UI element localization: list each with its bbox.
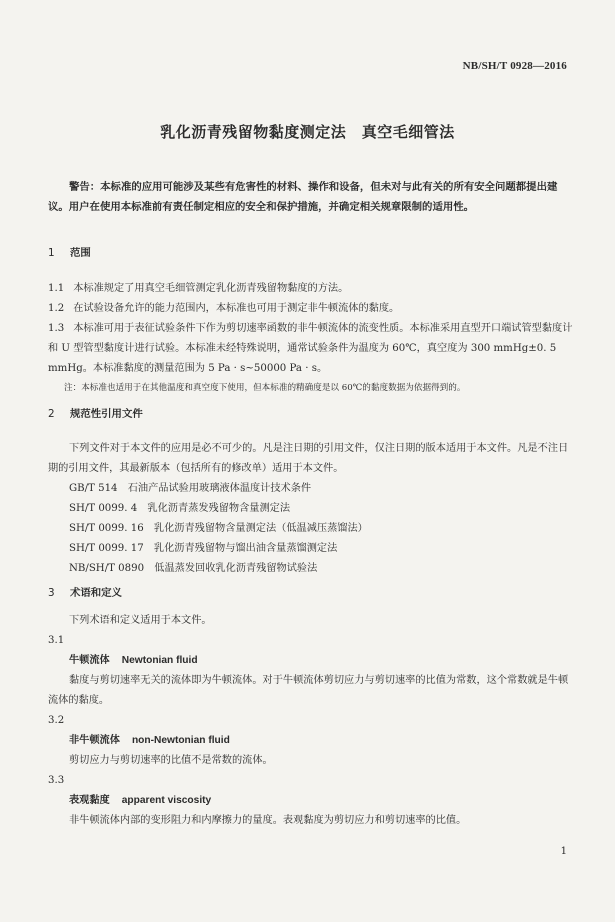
terms-intro: 下列术语和定义适用于本文件。 [69, 615, 212, 626]
clause-1-3: 1.3 本标准可用于表征试验条件下作为剪切速率函数的非牛顿流体的流变性质。本标准采用直型开口端试管型黏度计和 U 型管型黏度计进行试验。本标准未经特殊说明，通常试验条件为温度为 60℃，真空度为 300 mmHg±0. 5 mmHg。本标准黏度的测量范围为 5 Pa · s~50000 Pa · s。 [48, 323, 573, 374]
section-2-body [48, 439, 576, 579]
section-3-body [48, 611, 576, 831]
note-text: 注：本标准也适用于在其他温度和真空度下使用，但本标准的精确度是以 60℃的黏度数据为依据得到的。 [64, 383, 466, 393]
section-1-body [48, 279, 576, 397]
term-number: 3.3 [48, 775, 65, 786]
section-1-heading [48, 244, 576, 259]
clause-1-2: 1.2 在试验设备允许的能力范围内，本标准也可用于测定非牛顿流体的黏度。 [48, 303, 400, 314]
clause-1-1: 1.1 本标准规定了用真空毛细管测定乳化沥青残留物黏度的方法。 [48, 283, 349, 294]
section-number: 2 [48, 408, 55, 420]
standard-code: NB/SH/T 0928—2016 [462, 60, 567, 72]
section-number: 1 [48, 247, 55, 259]
section-2-heading [48, 405, 576, 420]
document-title: 乳化沥青残留物黏度测定法 真空毛细管法 [160, 123, 455, 141]
term-name: 表观黏度 apparent viscosity [69, 795, 212, 806]
warning-paragraph: 警告：本标准的应用可能涉及某些有危害性的材料、操作和设备，但未对与此有关的所有安全问题都提出建议。用户在使用本标准前有责任制定相应的安全和保护措施，并确定相关规章限制的适用性。 [48, 181, 558, 213]
section-title: 范围 [70, 247, 91, 259]
reference-item: SH/T 0099. 4 乳化沥青蒸发残留物含量测定法 [69, 503, 291, 514]
section-number: 3 [48, 587, 55, 599]
term-definition: 黏度与剪切速率无关的流体即为牛顿流体。对于牛顿流体剪切应力与剪切速率的比值为常数，这个常数就是牛顿流体的黏度。 [48, 675, 569, 706]
normative-intro: 下列文件对于本文件的应用是必不可少的。凡是注日期的引用文件，仅注日期的版本适用于本文件。凡是不注日期的引用文件，其最新版本（包括所有的修改单）适用于本文件。 [48, 443, 569, 474]
reference-item: SH/T 0099. 17 乳化沥青残留物与馏出油含量蒸馏测定法 [69, 543, 338, 554]
reference-item: GB/T 514 石油产品试验用玻璃液体温度计技术条件 [69, 483, 312, 494]
page-number: 1 [560, 846, 567, 857]
reference-list [48, 479, 576, 579]
reference-item: SH/T 0099. 16 乳化沥青残留物含量测定法（低温减压蒸馏法） [69, 523, 368, 534]
section-title: 规范性引用文件 [70, 408, 143, 420]
term-number: 3.1 [48, 635, 65, 646]
section-title: 术语和定义 [70, 587, 122, 599]
section-3-heading [48, 584, 576, 599]
term-definition: 非牛顿流体内部的变形阻力和内摩擦力的量度。表观黏度为剪切应力和剪切速率的比值。 [69, 815, 467, 826]
term-name: 牛顿流体 Newtonian fluid [69, 655, 198, 666]
term-number: 3.2 [48, 715, 65, 726]
term-name: 非牛顿流体 non-Newtonian fluid [69, 735, 230, 746]
term-definition: 剪切应力与剪切速率的比值不是常数的流体。 [69, 755, 273, 766]
reference-item: NB/SH/T 0890 低温蒸发回收乳化沥青残留物试验法 [69, 563, 318, 574]
